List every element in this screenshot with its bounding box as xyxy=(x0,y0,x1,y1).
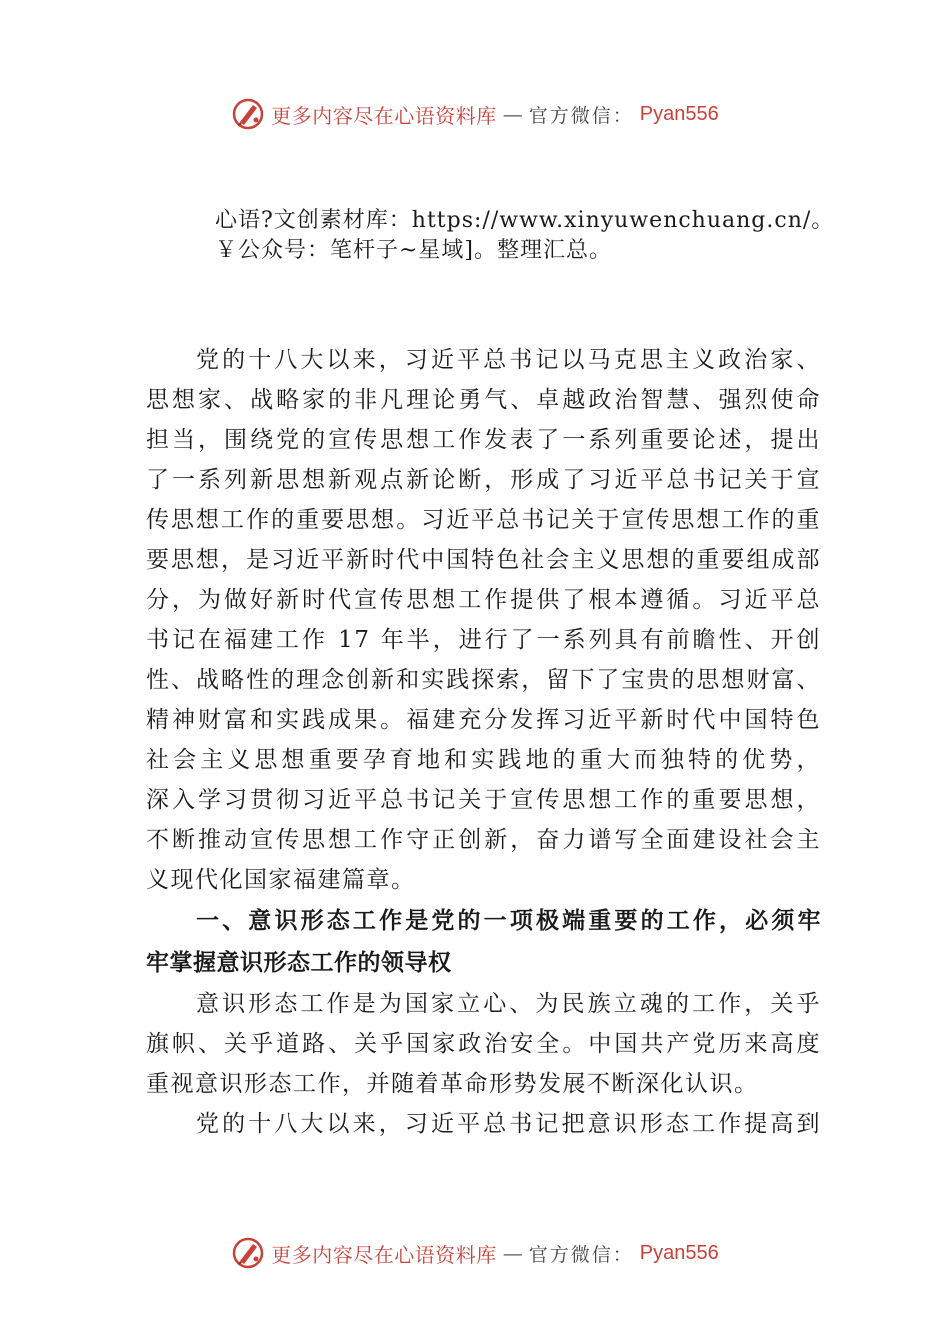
body-line: 社会主义思想重要孕育地和实践地的重大而独特的优势， xyxy=(146,747,821,773)
body-line: 党的十八大以来，习近平总书记以马克思主义政治家、 xyxy=(196,347,821,373)
section-heading-line: 牢掌握意识形态工作的领导权 xyxy=(146,950,452,976)
section-heading-line: 一、意识形态工作是党的一项极端重要的工作，必须牢 xyxy=(196,908,821,934)
body-line: 要思想，是习近平新时代中国特色社会主义思想的重要组成部 xyxy=(146,547,821,573)
source-note-line-1: 心语?文创素材库：https://www.xinyuwenchuang.cn/。 xyxy=(215,208,835,233)
footer-banner xyxy=(0,1233,950,1273)
source-note xyxy=(215,206,895,266)
body-line: 深入学习贯彻习近平总书记关于宣传思想工作的重要思想， xyxy=(146,787,821,813)
header-banner xyxy=(0,94,950,134)
banner-text: 更多内容尽在心语资料库 xyxy=(271,103,497,128)
body-line: 意识形态工作是为国家立心、为民族立魂的工作，关乎 xyxy=(196,991,821,1017)
banner-wechat-label: 官方微信： xyxy=(528,1243,634,1266)
body-line: 思想家、战略家的非凡理论勇气、卓越政治智慧、强烈使命 xyxy=(146,387,821,413)
banner-dash: — xyxy=(502,102,523,126)
body-line: 精神财富和实践成果。福建充分发挥习近平新时代中国特色 xyxy=(146,707,821,733)
body-line: 担当，围绕党的宣传思想工作发表了一系列重要论述，提出 xyxy=(146,427,821,453)
body-line: 传思想工作的重要思想。习近平总书记关于宣传思想工作的重 xyxy=(146,507,821,533)
document-body xyxy=(146,340,821,1144)
body-line: 分，为做好新时代宣传思想工作提供了根本遵循。习近平总 xyxy=(146,587,821,613)
banner-text: 更多内容尽在心语资料库 xyxy=(271,1242,497,1267)
source-note-line-2: ￥公众号：笔杆子~星域]。整理汇总。 xyxy=(215,238,613,263)
body-line: 不断推动宣传思想工作守正创新，奋力谱写全面建设社会主 xyxy=(146,827,821,853)
body-line: 党的十八大以来，习近平总书记把意识形态工作提高到 xyxy=(196,1111,821,1137)
body-line: 性、战略性的理念创新和实践探索，留下了宝贵的思想财富、 xyxy=(146,667,821,693)
pen-logo-icon xyxy=(231,1236,265,1270)
banner-wechat-id: Pyan556 xyxy=(639,1241,719,1264)
banner-dash: — xyxy=(502,1241,523,1265)
body-line: 义现代化国家福建篇章。 xyxy=(146,867,416,893)
banner-wechat-label: 官方微信： xyxy=(528,104,634,127)
body-line: 书记在福建工作 17 年半，进行了一系列具有前瞻性、开创 xyxy=(146,627,821,653)
banner-wechat-id: Pyan556 xyxy=(639,102,719,125)
body-line: 了一系列新思想新观点新论断，形成了习近平总书记关于宣 xyxy=(146,467,821,493)
body-line: 重视意识形态工作，并随着革命形势发展不断深化认识。 xyxy=(146,1071,759,1097)
body-line: 旗帜、关乎道路、关乎国家政治安全。中国共产党历来高度 xyxy=(146,1031,821,1057)
pen-logo-icon xyxy=(231,97,265,131)
